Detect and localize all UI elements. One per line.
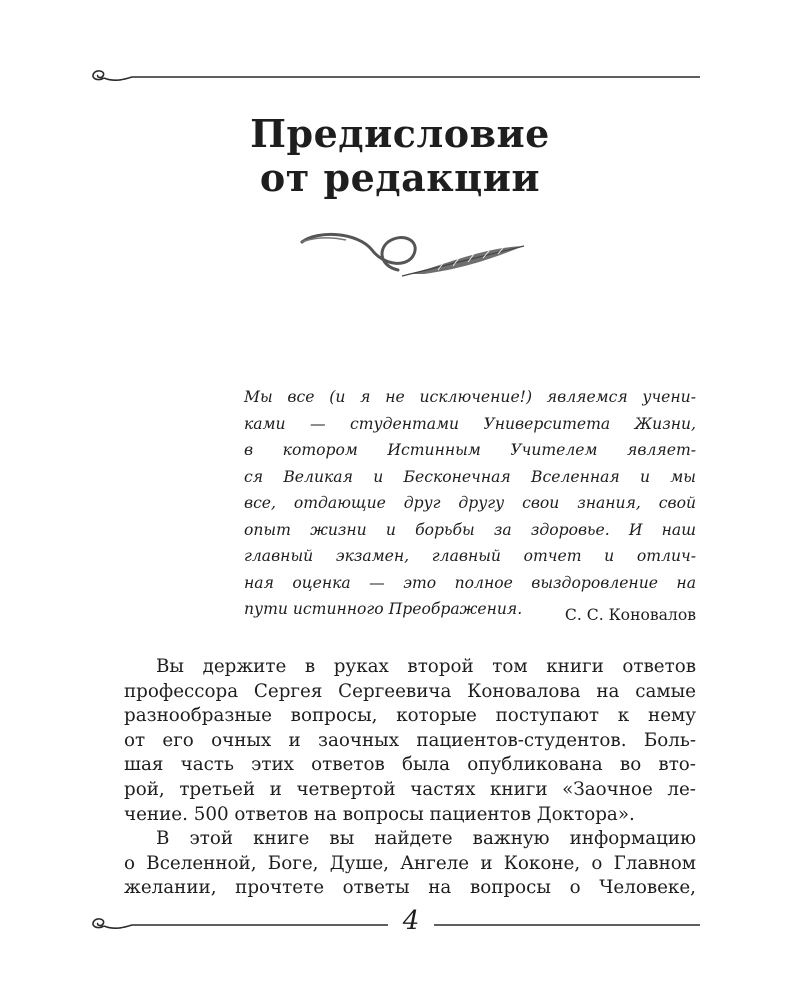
body-line: о Вселенной, Боге, Душе, Ангеле и Коконе, о Главном — [124, 852, 696, 874]
body-line: Вы держите в руках второй том книги ответов — [156, 656, 696, 677]
body-line: от его очных и заочных пациентов-студентов. Боль- — [124, 729, 696, 751]
title-line-2: от редакции — [259, 155, 541, 200]
epigraph-line: пути истинного Преображения. — [244, 600, 523, 618]
top-rule-ornament — [88, 66, 700, 86]
body-line: желании, прочтете ответы на вопросы о Человеке, — [124, 877, 696, 899]
body-line: шая часть этих ответов была опубликована во вто- — [124, 754, 696, 776]
epigraph-line: главный экзамен, главный отчет и отлич- — [244, 547, 696, 565]
body-text — [124, 655, 696, 901]
body-line: рой, третьей и четвертой частях книги «Заочное ле- — [124, 778, 696, 800]
epigraph-line: опыт жизни и борьбы за здоровье. И наш — [244, 520, 696, 539]
body-line: В этой книге вы найдете важную информацию — [156, 828, 696, 850]
feather-icon — [298, 224, 528, 280]
epigraph-line: ками — студентами Университета Жизни, — [244, 414, 696, 433]
page-number: 4 — [398, 905, 424, 937]
bottom-rule-ornament — [88, 912, 700, 936]
body-line: разнообразные вопросы, которые поступают к нему — [124, 705, 696, 727]
epigraph-line: ная оценка — это полное выздоровление на — [244, 573, 696, 592]
epigraph-line: в котором Истинным Учителем являет- — [244, 441, 696, 459]
page-title — [0, 112, 800, 200]
title-line-1: Предисловие — [250, 111, 550, 156]
epigraph-line: Мы все (и я не исключение!) являемся учени- — [244, 388, 696, 406]
body-line: чение. 500 ответов на вопросы пациентов Доктора». — [124, 803, 635, 825]
epigraph-author: С. С. Коновалов — [564, 606, 696, 624]
epigraph — [244, 384, 696, 623]
body-line: профессора Сергея Сергеевича Коновалова на самые — [124, 680, 696, 702]
epigraph-line: все, отдающие друг другу свои знания, свой — [244, 494, 696, 512]
epigraph-line: ся Великая и Бесконечная Вселенная и мы — [244, 467, 696, 486]
